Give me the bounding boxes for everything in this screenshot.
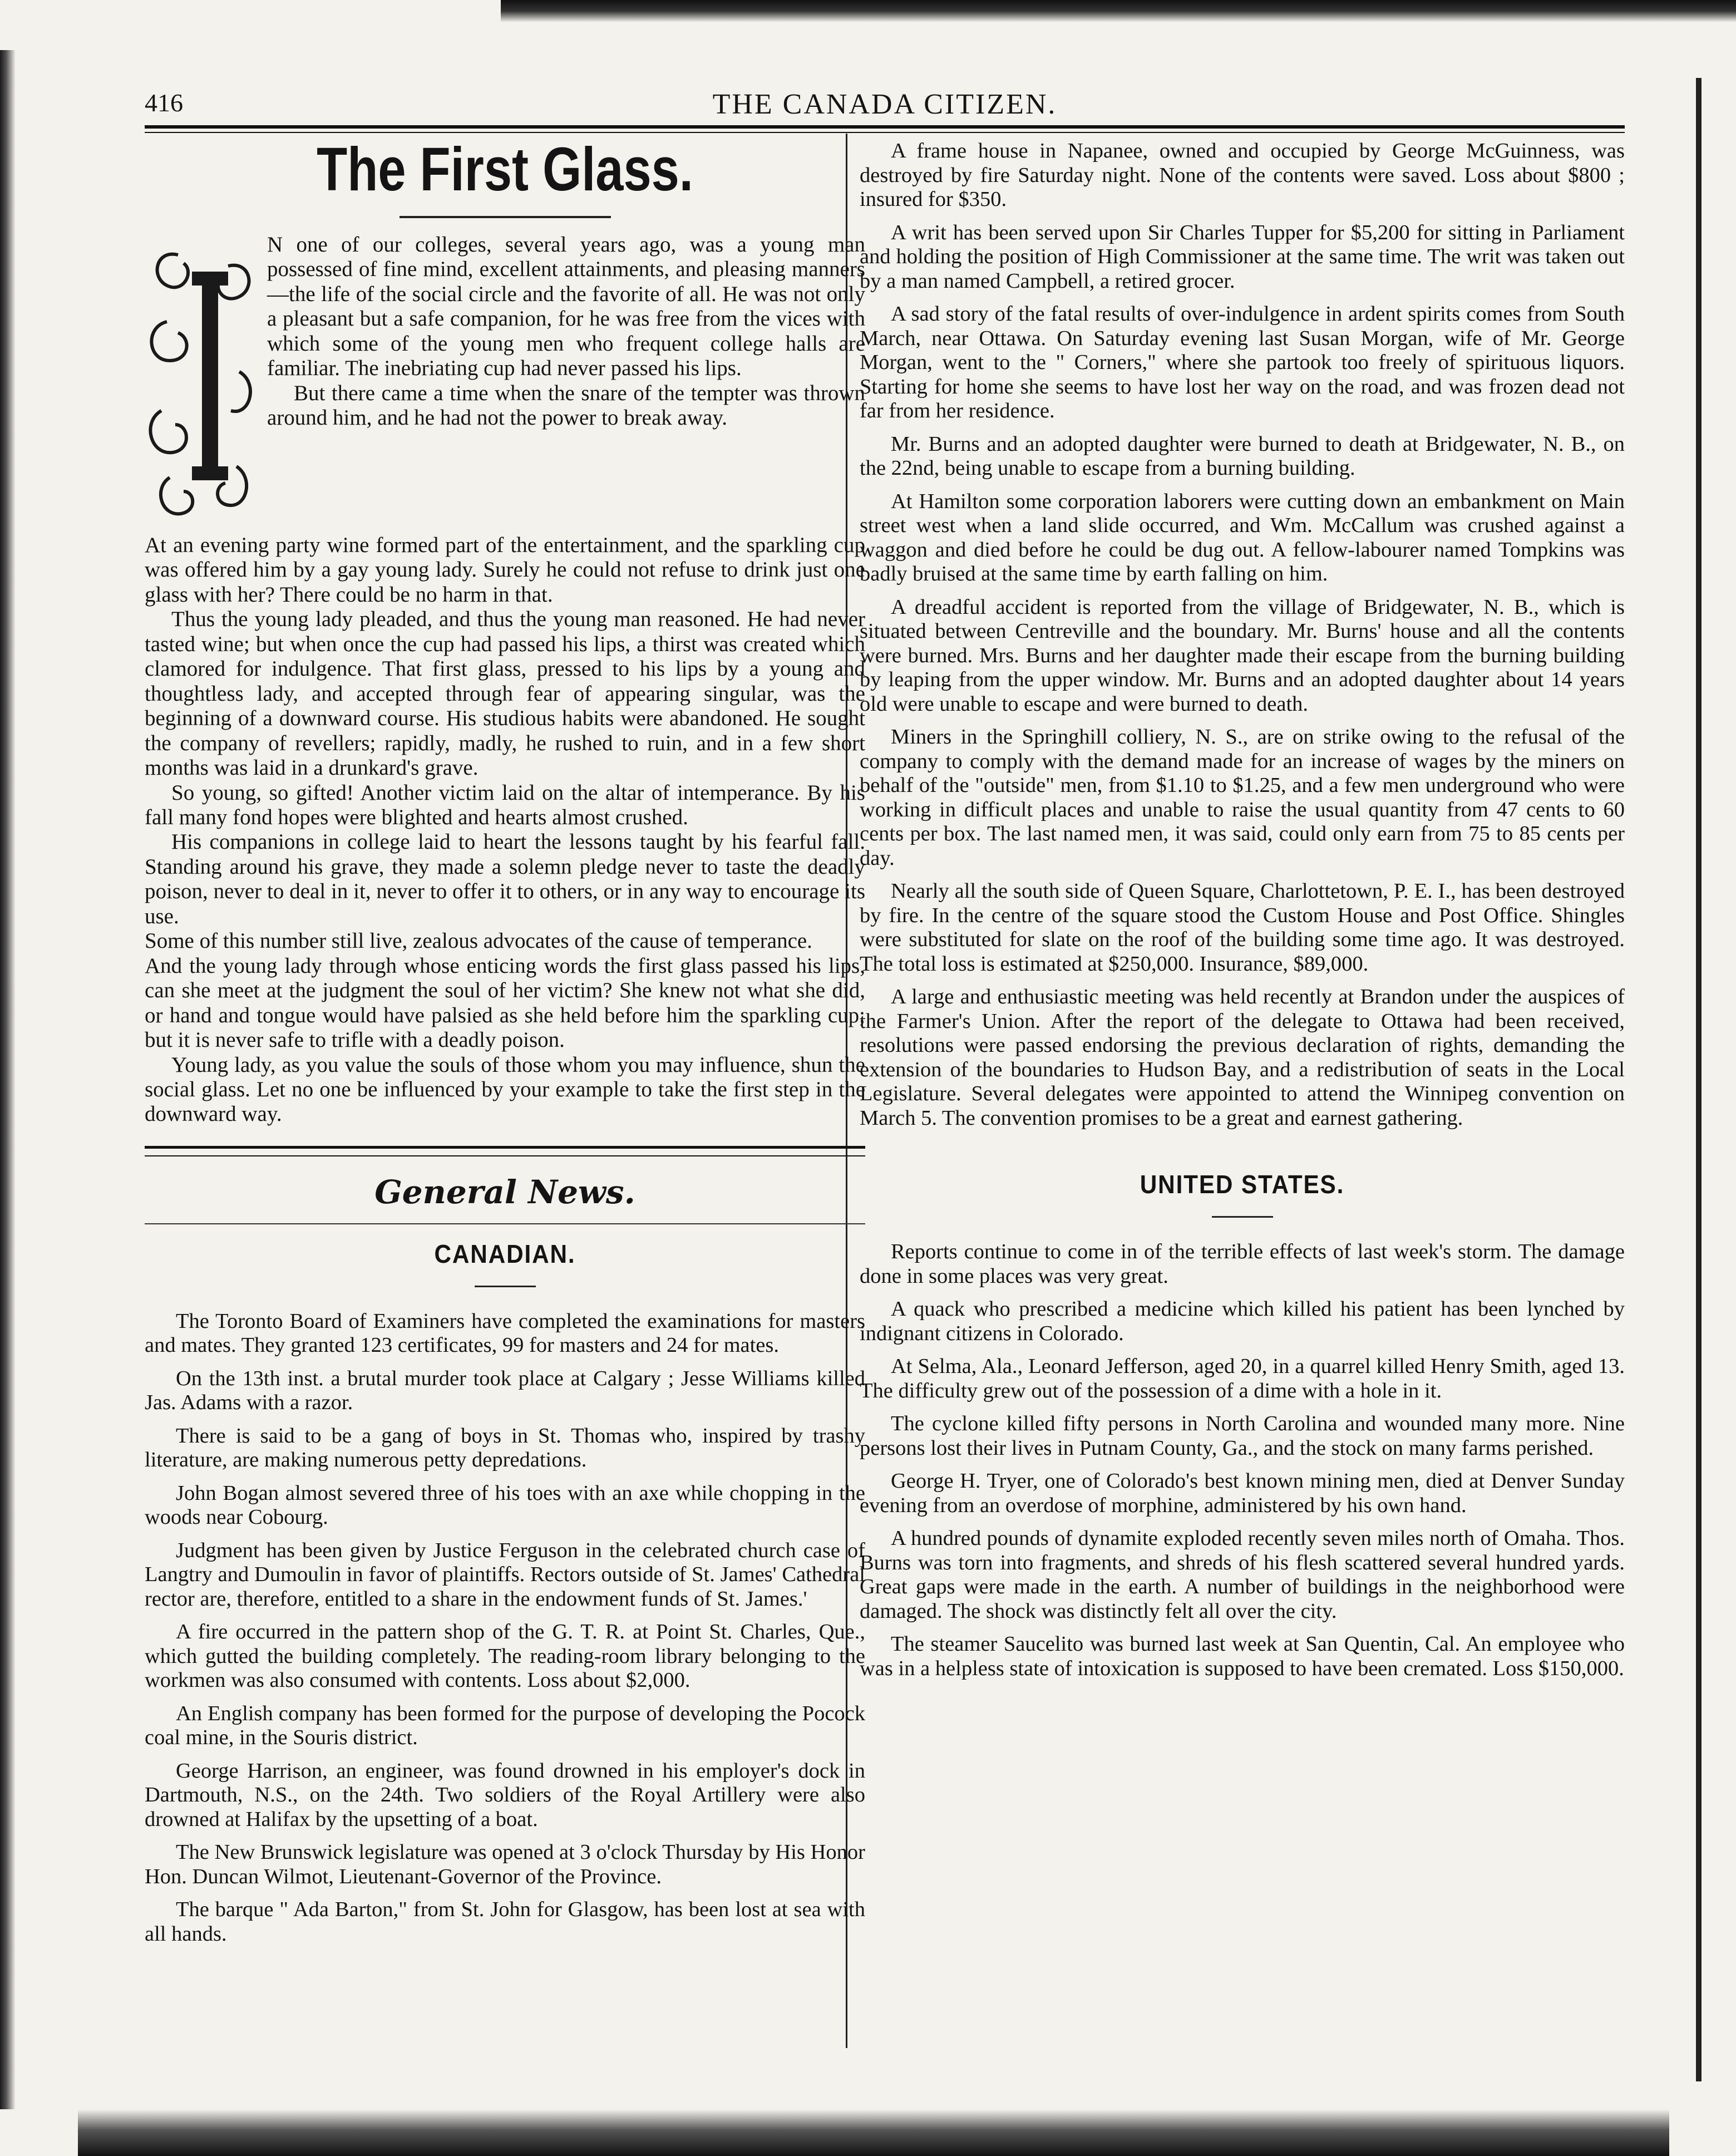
article-paragraph-2: But there came a time when the snare of the tempter was thrown around him, and he had not the power to break away. xyxy=(267,381,865,430)
news-item: A sad story of the fatal results of over-indulgence in ardent spirits comes from South March, near Ottawa. On Saturday evening last Susan Morgan, wife of Mr. George Morgan, went to the " Corners," where she partook too freely of spirituous liquors. Starting for home she seems to have lost her way on the road, and was frozen dead not far from her residence. xyxy=(860,302,1625,422)
news-item: The barque " Ada Barton," from St. John for Glasgow, has been lost at sea with all hands. xyxy=(145,1898,865,1946)
news-item: A writ has been served upon Sir Charles Tupper for $5,200 for sitting in Parliament and holding the position of High Commissioner at the same time. The writ was taken out by a man named Campbell, a retired grocer. xyxy=(860,220,1625,293)
united-states-heading: UNITED STATES. xyxy=(1140,1170,1345,1199)
thin-rule xyxy=(145,1223,865,1224)
article-title: The First Glass. xyxy=(317,135,693,204)
article-paragraph-1: N one of our colleges, several years ago, was a young man possessed of fine mind, excellent attainments, and pleasing manners—the life of the social circle and the favorite of all. He was not only a pleasant but a safe companion, for he was free from the vices with which some of the young men who frequent college halls are familiar. The inebriating cup had never passed his lips. xyxy=(267,233,865,381)
news-item: John Bogan almost severed three of his toes with an axe while chopping in the woods near Cobourg. xyxy=(145,1481,865,1529)
article-paragraph-3: At an evening party wine formed part of the entertainment, and the sparkling cup was offered him by a gay young lady. Surely he could not refuse to drink just one glass with her? There could be no harm in that. xyxy=(145,533,865,607)
short-rule xyxy=(475,1286,536,1287)
article-paragraph-5: So young, so gifted! Another victim laid on the altar of intemperance. By his fall many fond hopes were blighted and hearts almost crushed. xyxy=(145,780,865,829)
news-item: At Selma, Ala., Leonard Jefferson, aged 20, in a quarrel killed Henry Smith, aged 13. The difficulty grew out of the possession of a dime with a hole in it. xyxy=(860,1355,1625,1402)
scan-left-edge xyxy=(0,50,16,2109)
section-rule xyxy=(145,1146,865,1156)
news-item: Mr. Burns and an adopted daughter were burned to death at Bridgewater, N. B., on the 22nd, being unable to escape from a burning building. xyxy=(860,432,1625,480)
header-rule xyxy=(145,125,1625,133)
article-paragraph-8: And the young lady through whose enticing words the first glass passed his lips, can she meet at the judgment the soul of her victim? She knew not what she did, or hand and tongue would have palsied as she held before him the sparkling cup; but it is never safe to trifle with a deadly poison. xyxy=(145,953,865,1052)
article-opening xyxy=(145,233,865,533)
news-item: A frame house in Napanee, owned and occupied by George McGuinness, was destroyed by fire Saturday night. None of the contents were saved. Loss about $800 ; insured for $350. xyxy=(860,139,1625,211)
news-item: A large and enthusiastic meeting was held recently at Brandon under the auspices of the Farmer's Union. After the report of the delegate to Ottawa had been received, resolutions were passed endorsing the previous declaration of rights, demanding the extension of the boundaries to Hudson Bay, and a redistribution of seats in the Local Legislature. Several delegates were appointed to attend the Winnipeg convention on March 5. The convention promises to be a great and earnest gathering. xyxy=(860,985,1625,1130)
news-item: An English company has been formed for the purpose of developing the Pocock coal mine, in the Souris district. xyxy=(145,1701,865,1750)
page-header xyxy=(145,83,1625,128)
scan-top-edge xyxy=(501,0,1736,22)
news-item: There is said to be a gang of boys in St. Thomas who, inspired by trashy literature, are making numerous petty depredations. xyxy=(145,1424,865,1472)
right-column xyxy=(860,139,1625,1690)
article-paragraph-9: Young lady, as you value the souls of those whom you may influence, shun the social glass. Let no one be influenced by your example to take the first step in the downward way. xyxy=(145,1052,865,1126)
article-paragraph-4: Thus the young lady pleaded, and thus the young man reasoned. He had never tasted wine; but when once the cup had passed his lips, a thirst was created which clamored for indulgence. That first glass, pressed to his lips by a young and thoughtless lady, and accepted through fear of appearing singular, was the beginning of a downward course. His studious habits were abandoned. He sought the company of revellers; rapidly, madly, he rushed to ruin, and in a few short months was laid in a drunkard's grave. xyxy=(145,607,865,780)
short-rule xyxy=(1212,1216,1273,1218)
news-item: Judgment has been given by Justice Ferguson in the celebrated church case of Langtry and Dumoulin in favor of plaintiffs. Rectors outside of St. James' Cathedral rector are, therefore, entitled to a share in the endowment funds of St. James.' xyxy=(145,1538,865,1611)
news-item: George H. Tryer, one of Colorado's best known mining men, died at Denver Sunday evening from an overdose of morphine, administered by his own hand. xyxy=(860,1469,1625,1517)
news-item: Reports continue to come in of the terrible effects of last week's storm. The damage done in some places was very great. xyxy=(860,1240,1625,1288)
news-item: George Harrison, an engineer, was found drowned in his employer's dock in Dartmouth, N.S., on the 24th. Two soldiers of the Royal Artillery were also drowned at Halifax by the upsetting of a boat. xyxy=(145,1759,865,1831)
publication-title: THE CANADA CITIZEN. xyxy=(712,88,1057,120)
scan-bottom-edge xyxy=(78,2109,1669,2156)
news-item: The steamer Saucelito was burned last week at San Quentin, Cal. An employee who was in a helpless state of intoxication is supposed to have been cremated. Loss $150,000. xyxy=(860,1632,1625,1680)
article-paragraph-6: His companions in college laid to heart the lessons taught by his fearful fall. Standing around his grave, they made a solemn pledge never to taste the deadly poison, never to deal in it, never to offer it to others, or in any way to encourage its use. xyxy=(145,830,865,928)
news-item: A fire occurred in the pattern shop of the G. T. R. at Point St. Charles, Que., which gutted the building completely. The reading-room library belonging to the workmen was also consumed with contents. Loss about $2,000. xyxy=(145,1620,865,1692)
news-item: A quack who prescribed a medicine which killed his patient has been lynched by indignant citizens in Colorado. xyxy=(860,1297,1625,1345)
news-item: A dreadful accident is reported from the village of Bridgewater, N. B., which is situated between Centreville and the boundary. Mr. Burns' house and all the contents were burned. Mrs. Burns and her daughter made their escape from the burning building by leaping from the upper window. Mr. Burns and an adopted daughter about 14 years old were unable to escape and were burned to death. xyxy=(860,595,1625,716)
canadian-heading: CANADIAN. xyxy=(434,1239,576,1268)
news-item: Miners in the Springhill colliery, N. S., are on strike owing to the refusal of the company to comply with the demand made for an increase of wages by the miners on behalf of the "outside" men, from $1.10 to $1.25, and a few men underground who were working in difficult places and unable to raise the usual quantity from 47 cents to 60 cents per box. The last named men, it was said, could only earn from 75 to 85 cents per day. xyxy=(860,725,1625,870)
general-news-heading: General News. xyxy=(374,1173,635,1211)
left-column xyxy=(145,135,865,1955)
scan-right-edge xyxy=(1696,78,1702,2081)
news-item: The New Brunswick legislature was opened at 3 o'clock Thursday by His Honor Hon. Duncan Wilmot, Lieutenant-Governor of the Province. xyxy=(145,1840,865,1888)
news-item: On the 13th inst. a brutal murder took place at Calgary ; Jesse Williams killed Jas. Adams with a razor. xyxy=(145,1366,865,1415)
ornamental-dropcap-icon xyxy=(145,233,262,533)
news-item: The Toronto Board of Examiners have completed the examinations for masters and mates. They granted 123 certificates, 99 for masters and 24 for mates. xyxy=(145,1309,865,1357)
page-number: 416 xyxy=(145,88,183,117)
news-item: The cyclone killed fifty persons in North Carolina and wounded many more. Nine persons lost their lives in Putnam County, Ga., and the stock on many farms perished. xyxy=(860,1412,1625,1460)
title-rule xyxy=(400,216,611,218)
news-item: At Hamilton some corporation laborers were cutting down an embankment on Main street west when a land slide occurred, and Wm. McCallum was crushed against a waggon and died before he could be dug out. A fellow-labourer named Tompkins was badly bruised at the same time by earth falling on him. xyxy=(860,489,1625,585)
news-item: Nearly all the south side of Queen Square, Charlottetown, P. E. I., has been destroyed by fire. In the centre of the square stood the Custom House and Post Office. Shingles were substituted for slate on the roof of the building some time ago. It was destroyed. The total loss is estimated at $250,000. Insurance, $89,000. xyxy=(860,879,1625,976)
news-item: A hundred pounds of dynamite exploded recently seven miles north of Omaha. Thos. Burns was torn into fragments, and shreds of his flesh scattered several hundred yards. Great gaps were made in the earth. A number of buildings in the neighborhood were damaged. The shock was distinctly felt all over the city. xyxy=(860,1527,1625,1623)
article-paragraph-7: Some of this number still live, zealous advocates of the cause of temperance. xyxy=(145,929,812,953)
